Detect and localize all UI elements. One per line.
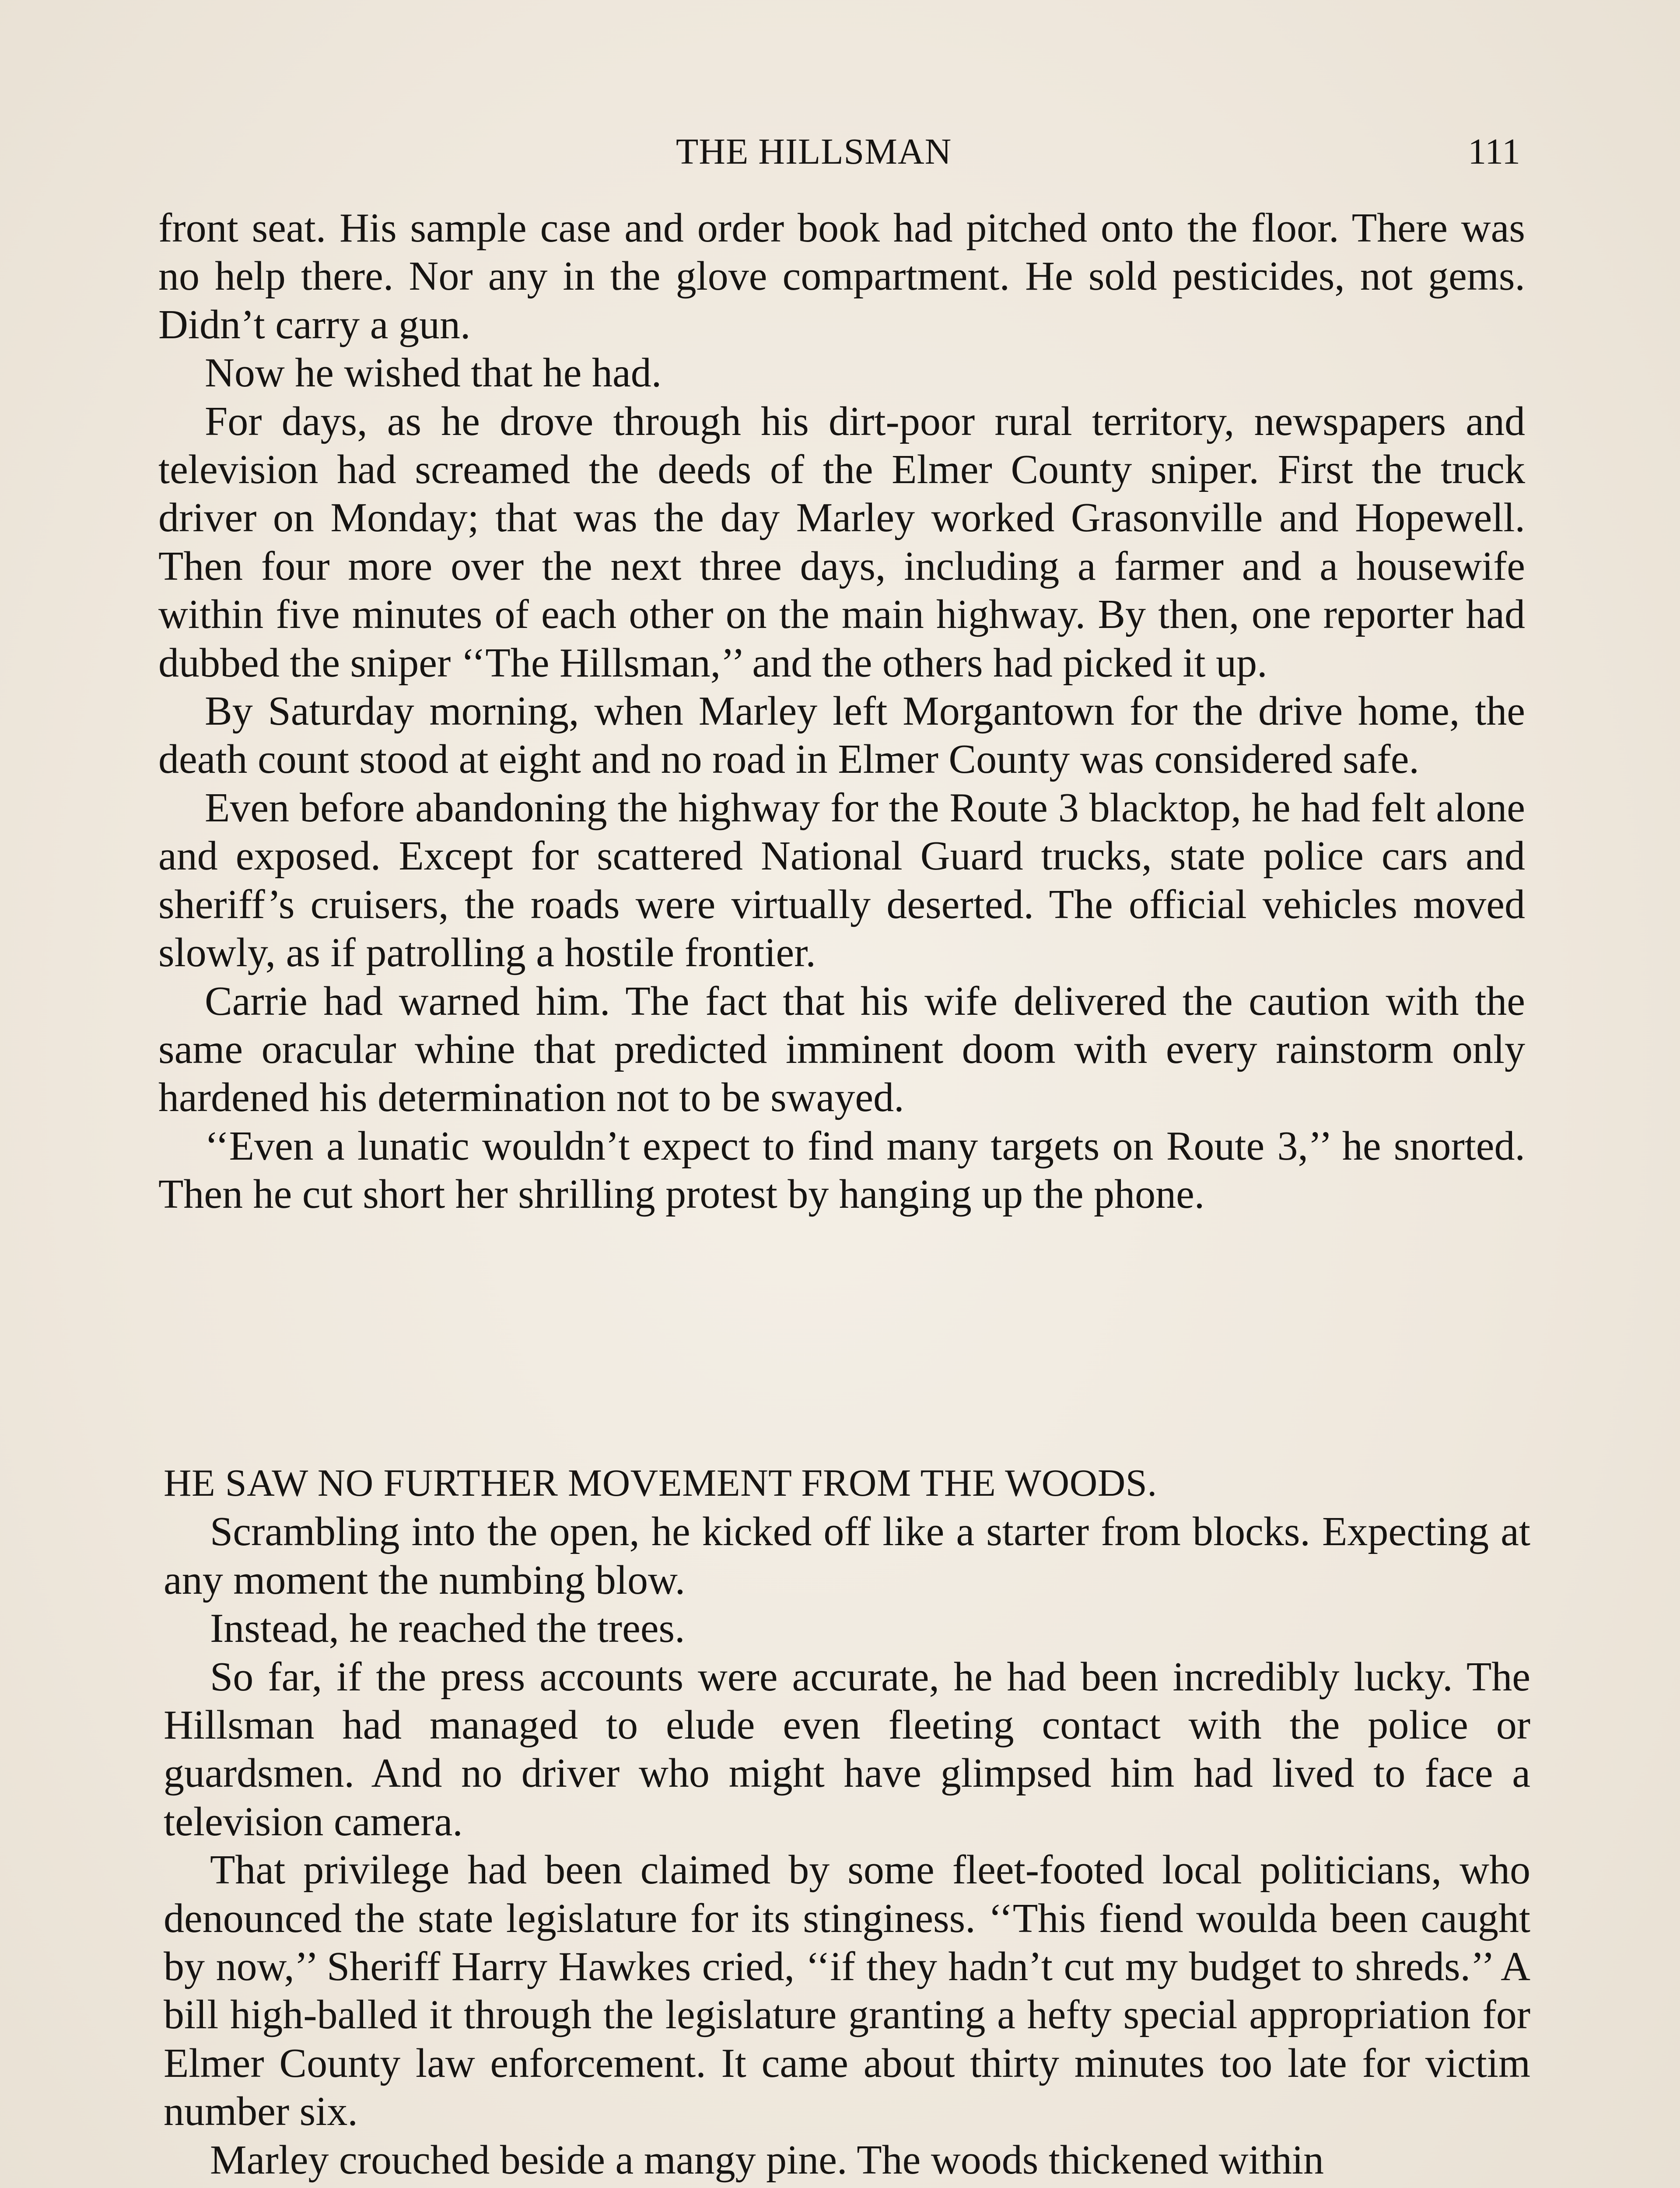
page-number: 111: [1468, 131, 1520, 172]
paragraph: By Saturday morning, when Marley left Morgantown for the drive home, the death count stood at eight and no road in Elmer County was considered safe.: [158, 688, 1525, 782]
paragraph: Marley crouched beside a mangy pine. The woods thickened within: [210, 2137, 1324, 2183]
body-text-top: [158, 204, 1525, 1219]
paragraph: Scrambling into the open, he kicked off like a starter from blocks. Expecting at any moment the numbing blow.: [164, 1509, 1530, 1603]
paragraph: So far, if the press accounts were accurate, he had been incredibly lucky. The Hillsman had managed to elude even fleeting contact with the police or guardsmen. And no driver who might have glimpsed him had lived to face a television camera.: [164, 1654, 1530, 1844]
section-break-heading: HE SAW NO FURTHER MOVEMENT FROM THE WOODS.: [164, 1462, 1157, 1504]
paragraph: Now he wished that he had.: [205, 350, 662, 396]
body-text-bottom: [164, 1459, 1530, 2184]
paragraph-continued: front seat. His sample case and order book had pitched onto the floor. There was no help there. Nor any in the glove compartment. He sold pesticides, not gems. Didn’t carry a gun.: [158, 205, 1525, 347]
page-header: [676, 128, 1520, 176]
running-title: THE HILLSMAN: [676, 131, 952, 172]
paragraph: Even before abandoning the highway for the Route 3 blacktop, he had felt alone and exposed. Except for scattered National Guard trucks, state police cars and sheriff’s cruisers, the roads were virtually deserted. The official vehicles moved slowly, as if patrolling a hostile frontier.: [158, 785, 1525, 976]
paragraph: Carrie had warned him. The fact that his wife delivered the caution with the same oracular whine that predicted imminent doom with every rainstorm only hardened his determination not to be swayed.: [158, 978, 1525, 1121]
paragraph: That privilege had been claimed by some fleet-footed local politicians, who denounced the state legislature for its stinginess. ‘‘This fiend woulda been caught by now,’’ Sheriff Harry Hawkes cried, ‘‘if they hadn’t cut my budget to shreds.’’ A bill high-balled it through the legislature granting a hefty special appropriation for Elmer County law enforcement. It came about thirty minutes too late for victim number six.: [164, 1847, 1530, 2135]
paragraph: For days, as he drove through his dirt-poor rural territory, newspapers and television had screamed the deeds of the Elmer County sniper. First the truck driver on Monday; that was the day Marley worked Grasonville and Hopewell. Then four more over the next three days, including a farmer and a housewife within five minutes of each other on the main highway. By then, one reporter had dubbed the sniper ‘‘The Hillsman,’’ and the others had picked it up.: [158, 398, 1525, 686]
paragraph: Instead, he reached the trees.: [210, 1606, 685, 1652]
paragraph: ‘‘Even a lunatic wouldn’t expect to find many targets on Route 3,’’ he snorted. Then he cut short her shrilling protest by hanging up the phone.: [158, 1123, 1525, 1217]
